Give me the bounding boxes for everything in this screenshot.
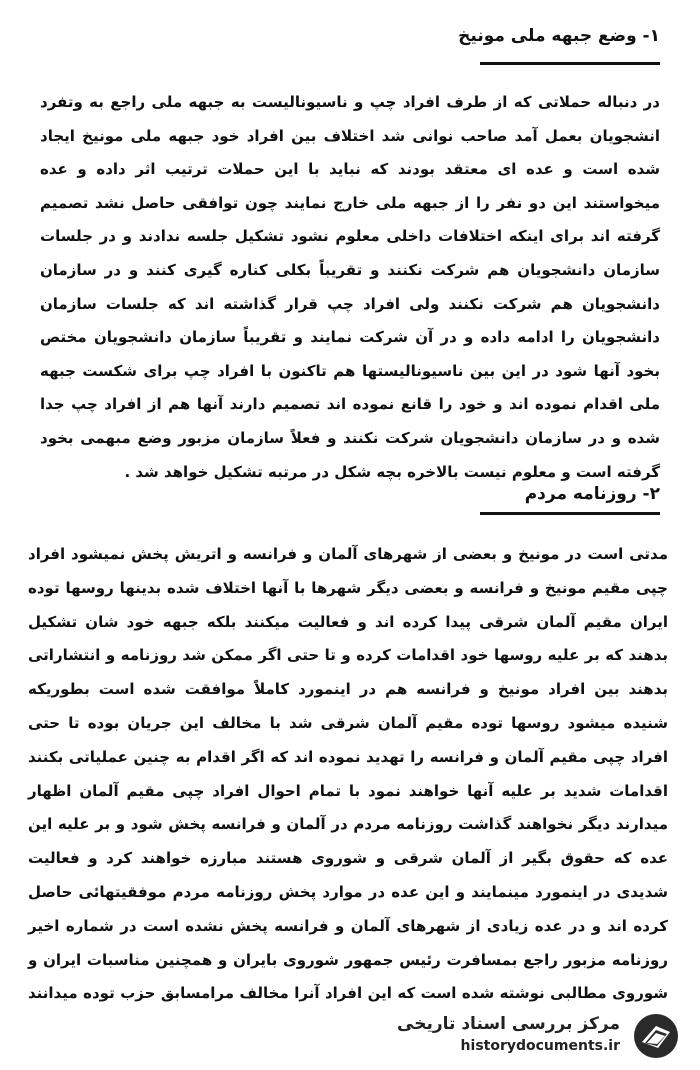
watermark-website: historydocuments.ir bbox=[460, 1038, 620, 1054]
section-2-heading: ۲- روزنامه مردم bbox=[524, 484, 660, 504]
section-1-underline bbox=[480, 62, 660, 65]
section-1-heading: ۱- وضع جبهه ملی مونیخ bbox=[458, 26, 660, 46]
section-2-underline bbox=[480, 512, 660, 515]
watermark bbox=[397, 1010, 690, 1062]
book-logo-icon bbox=[632, 1012, 680, 1060]
watermark-org-name: مرکز بررسی اسناد تاریخی bbox=[397, 1014, 620, 1034]
section-1-body: در دنباله حملاتی که از طرف افراد چپ و ناسیونالیست به جبهه ملی راجع به وتفرد انشجویان بعمل آمد صاحب نوانی شد اختلاف بین افراد خود جبهه ملی مونیخ ایجاد شده است و عده ای معتقد بودند که نباید با این حملات ترتیب اثر داده و عده میخواستند این دو نفر را از جبهه ملی خارج نمایند چون توافقی حاصل نشد تصمیم گرفته اند برای اینکه اختلافات داخلی معلوم نشود تشکیل جلسه ندادند و در جلسات سازمان دانشجویان هم شرکت نکنند و تقریباً بکلی کناره گیری کنند و در سازمان دانشجویان هم شرکت نکنند ولی افراد چپ قرار گذاشته اند که جلسات سازمان دانشجویان را ادامه داده و در آن شرکت نمایند و تقریباً سازمان دانشجویان مختص بخود آنها شود در این بین ناسیونالیستها هم تاکنون با افراد چپ برای شکست جبهه ملی اقدام نموده اند و خود را قانع نموده اند تصمیم دارند آنها هم از افراد چپ جدا شده و در سازمان دانشجویان شرکت نکنند و فعلاً سازمان مزبور وضع مبهمی بخود گرفته است و معلوم نیست بالاخره بچه شکل در مرتبه تشکیل خواهد شد . bbox=[40, 93, 660, 481]
section-2-body: مدتی است در مونیخ و بعضی از شهرهای آلمان و فرانسه و اتریش پخش نمیشود افراد چپی مقیم مونیخ و فرانسه و بعضی دیگر شهرها با آنها اختلاف شده بدینها روسها توده ایران مقیم آلمان شرقی پیدا کرده اند و فعالیت میکنند بلکه جبهه خود شان تشکیل بدهند که بر علیه روسها خود اقدامات کرده و تا حتی اگر ممکن شد روزنامه و انتشاراتی بدهند بین افراد مونیخ و فرانسه هم در اینمورد کاملاً موافقت شده است بطوریکه شنیده میشود روسها توده مقیم آلمان شرقی شد با مخالف این جریان بوده تا حتی افراد چپی مقیم آلمان و فرانسه را تهدید نموده اند که اگر اقدام به چنین عملیاتی بکنند اقدامات شدید بر علیه آنها خواهند نمود با تمام احوال افراد چپی مقیم آلمان اظهار میدارند دیگر نخواهند گذاشت روزنامه مردم در آلمان و فرانسه پخش شود و بر علیه این عده که حقوق بگیر از آلمان شرقی و شوروی هستند مبارزه خواهند کرد و فعالیت شدیدی در اینمورد مینمایند و این عده در موارد پخش روزنامه مردم موفقیتهائی حاصل کرده اند و در عده زیادی از شهرهای آلمان و فرانسه پخش نشده است در شماره اخیر روزنامه مزبور راجع بمسافرت رئیس جمهور شوروی بایران و همچنین مناسبات ایران و شوروی مطالبی نوشته شده است که این افراد آنرا مخالف مرامسابق حزب توده میدانند bbox=[28, 545, 668, 1003]
